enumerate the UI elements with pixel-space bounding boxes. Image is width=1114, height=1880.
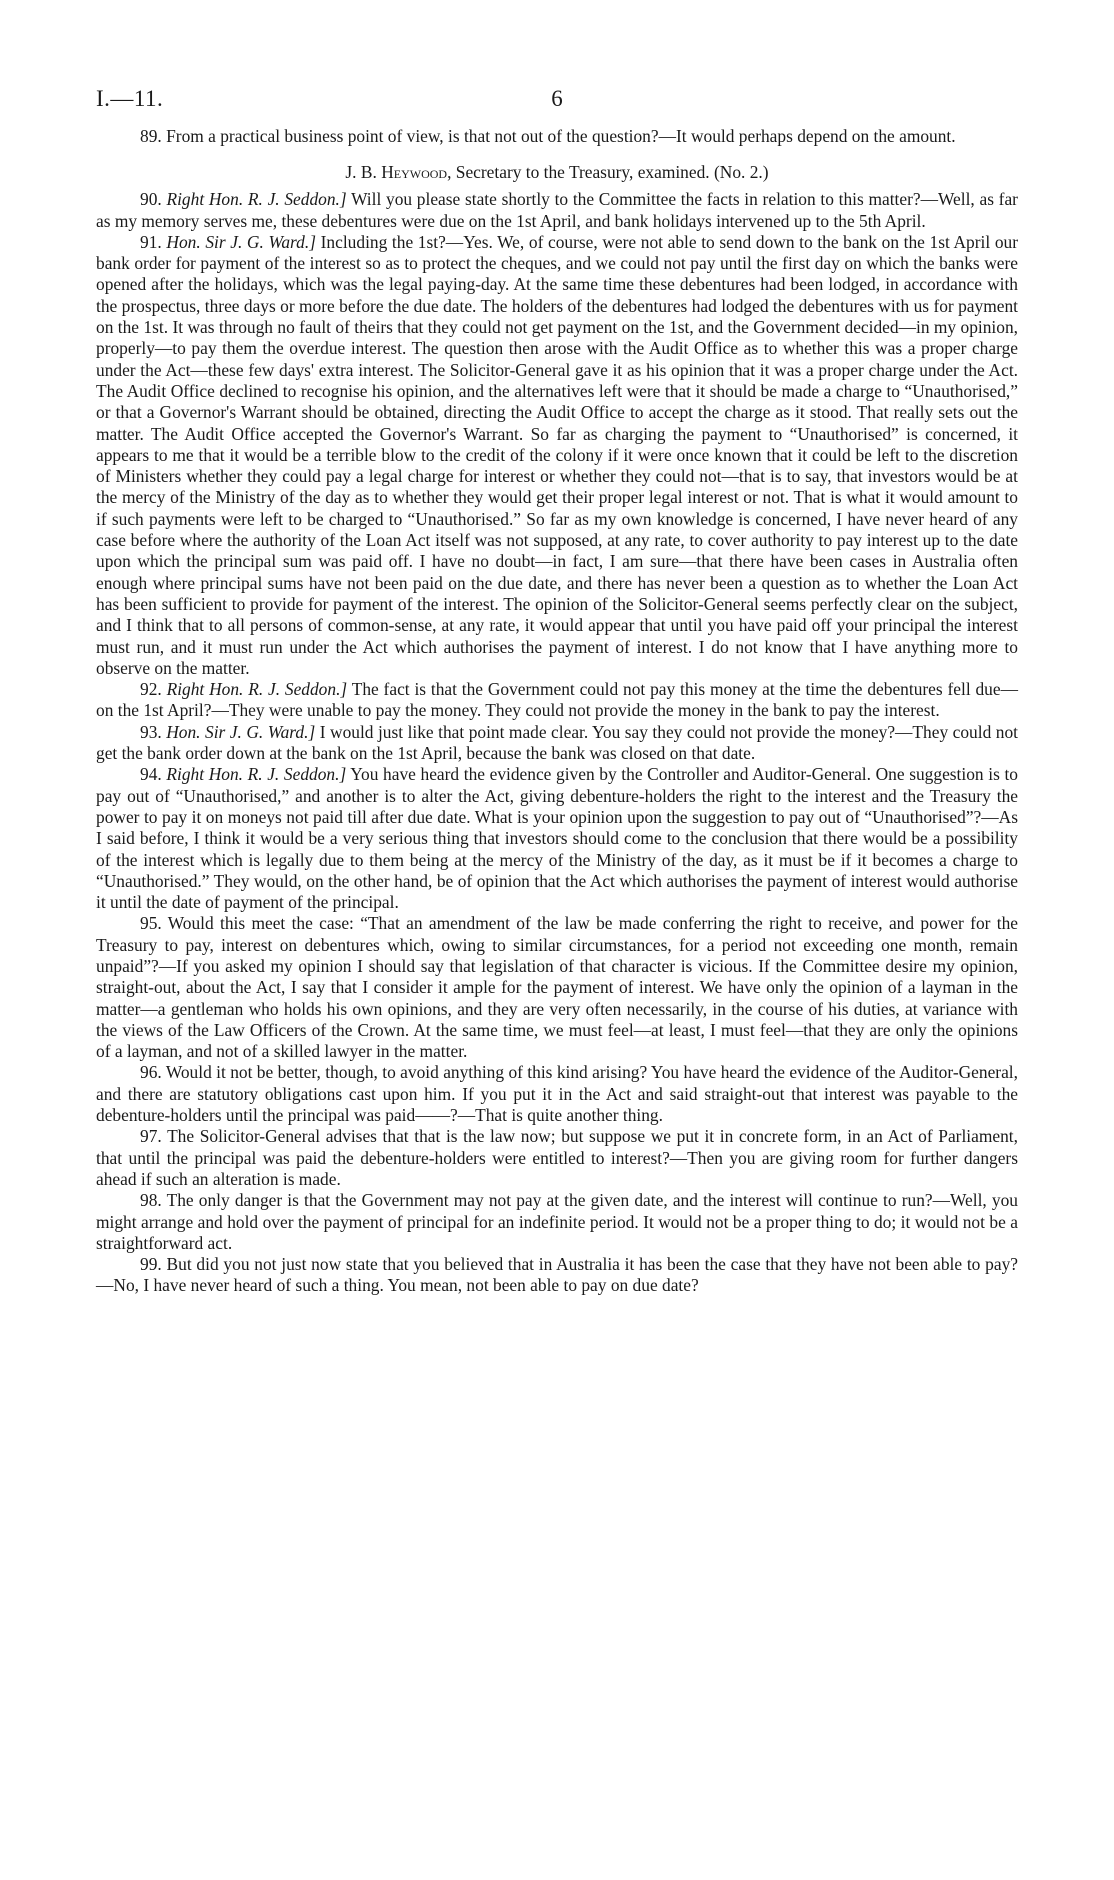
paragraph-96 [96,1062,1018,1126]
paragraph-text: But did you not just now state that you believed that in Australia it has been the case that they have not been able to pay?—No, I have never heard of such a thing. You mean, not been able to pay on due date? [96,1254,1018,1296]
witness-initials: J. B. [345,162,377,183]
body-text [96,126,1018,1297]
document-reference: I.—11. [96,86,164,111]
speaker: Hon. Sir J. G. Ward.] [166,721,316,742]
paragraph-text: From a practical business point of view, is that not out of the question?—It would perhaps depend on the amount. [166,126,956,146]
paragraph-97 [96,1126,1018,1190]
speaker: Hon. Sir J. G. Ward.] [166,231,316,252]
question-number: 95. [140,913,162,934]
question-number: 94. [140,764,162,785]
speaker: Right Hon. R. J. Seddon.] [166,679,348,700]
question-number: 99. [140,1254,162,1275]
question-number: 97. [140,1126,162,1147]
paragraph-text: Will you please state shortly to the Committee the facts in relation to this matter?—Well, as far as my memory serves me, these debentures were due on the 1st April, and bank holidays intervened up to the 5th April. [96,189,1018,231]
paragraph-92 [96,679,1018,722]
paragraph-text: The fact is that the Government could not pay this money at the time the debentures fell due—on the 1st April?—They were unable to pay the money. They could not provide the money in the bank to pay the interest. [96,679,1018,721]
witness-name: Heywood, [381,162,452,183]
witness-heading [96,161,1018,183]
page-header [96,86,1018,126]
question-number: 89. [140,126,162,146]
paragraph-text: I would just like that point made clear. You say they could not provide the money?—They could not get the bank order down at the bank on the 1st April, because the bank was closed on that date. [96,721,1018,764]
page-number: 6 [551,86,563,111]
paragraph-93 [96,722,1018,765]
question-number: 96. [140,1062,162,1083]
paragraph-98 [96,1190,1018,1254]
paragraph-90 [96,189,1018,232]
paragraph-95 [96,913,1018,1062]
paragraph-91 [96,232,1018,679]
paragraph-text: Would it not be better, though, to avoid anything of this kind arising? You have heard the evidence of the Auditor-General, and there are statutory obligations cast upon him. If you put it in the Act and said straight-out that interest was payable to the debenture-holders until the principal was paid——?—That is quite another thing. [96,1062,1018,1126]
question-number: 91. [140,231,162,252]
question-number: 98. [140,1190,162,1211]
paragraph-89 [96,126,1018,147]
speaker: Right Hon. R. J. Seddon.] [166,764,347,785]
speaker: Right Hon. R. J. Seddon.] [166,189,347,210]
paragraph-text: Including the 1st?—Yes. We, of course, were not able to send down to the bank on the 1st April our bank order for payment of the interest so as to protect the cheques, and we could not pay until the first day on which the banks were opened after the holidays, which was the legal paying-day. At the same time these debentures had been lodged, in accordance with the prospectus, three days or more before the due date. The holders of the debentures had lodged the debentures with us for payment on the 1st. It was through no fault of theirs that they could not get payment on the 1st, and the Government decided—in my opinion, properly—to pay them the overdue interest. The question then arose with the Audit Office as to whether this was a proper charge under the Act—these few days' extra interest. The Solicitor-General gave it as his opinion that it was a proper charge under the Act. The Audit Office declined to recognise his opinion, and the alternatives left were that it should be made a charge to “Unauthorised,” or that a Governor's Warrant should be obtained, directing the Audit Office to accept the charge as it stood. That really sets out the matter. The Audit Office accepted the Governor's Warrant. So far as charging the payment to “Unauthorised” is concerned, it appears to me that it would be a terrible blow to the credit of the colony if it were once known that it could be left to the discretion of Ministers whether they could pay a legal charge for interest or whether they could not—that is to say, that investors would be at the mercy of the Ministry of the day as to whether they would get their proper legal interest or not. That is what it would amount to if such payments were left to be charged to “Unauthorised.” So far as my own knowledge is concerned, I have never heard of any case before where the authority of the Loan Act itself was not supposed, at any rate, to cover authority to pay interest up to the date upon which the principal sum was paid off. I have no doubt—in fact, I am sure—that there have been cases in Australia often enough where principal sums have not been paid on the due date, and there has never been a question as to whether the Loan Act has been sufficient to provide for payment of the interest. The opinion of the Solicitor-General seems perfectly clear on the subject, and I think that to all persons of common-sense, at any rate, it would appear that until you have paid off your principal the interest must run, and it must run under the Act which authorises the payment of interest. I do not know that I have anything more to observe on the matter. [96,231,1018,678]
question-number: 92. [140,679,162,700]
paragraph-text: Would this meet the case: “That an amendment of the law be made conferring the right to receive, and power for the Treasury to pay, interest on debentures which, owing to similar circumstances, for a period not exceeding one month, remain unpaid”?—If you asked my opinion I should say that legislation of that character is vicious. If the Committee desire my opinion, straight-out, about the Act, I say that I consider it ample for the payment of interest. We have only the opinion of a layman in the matter—a gentleman who holds his own opinions, and they are very often necessarily, in the course of his duties, at variance with the views of the Law Officers of the Crown. At the same time, we must feel—at least, I must feel—that they are only the opinions of a layman, and not of a skilled lawyer in the matter. [96,913,1018,1062]
paragraph-text: The Solicitor-General advises that that is the law now; but suppose we put it in concrete form, in an Act of Parliament, that until the principal was paid the debenture-holders were entitled to interest?—Then you are giving room for further dangers ahead if such an alteration is made. [96,1126,1018,1189]
paragraph-99 [96,1254,1018,1297]
paragraph-text: You have heard the evidence given by the Controller and Auditor-General. One suggestion is to pay out of “Unauthorised,” and another is to alter the Act, giving debenture-holders the right to the interest and the Treasury the power to pay it on moneys not paid till after due date. What is your opinion upon the suggestion to pay out of “Unauthorised”?—As I said before, I think it would be a very serious thing that investors should come to the conclusion that there would be a possibility of the interest which is legally due to them being at the mercy of the Ministry of the day, as it must be if it becomes a charge to “Unauthorised.” They would, on the other hand, be of opinion that the Act which authorises the payment of interest would authorise it until the date of payment of the principal. [96,764,1018,913]
witness-description: Secretary to the Treasury, examined. (No. 2.) [455,162,769,183]
paragraph-text: The only danger is that the Government may not pay at the given date, and the interest will continue to run?—Well, you might arrange and hold over the payment of principal for an indefinite period. It would not be a proper thing to do; it would not be a straightforward act. [96,1190,1018,1253]
question-number: 90. [140,189,162,210]
question-number: 93. [140,721,162,742]
paragraph-94 [96,764,1018,913]
